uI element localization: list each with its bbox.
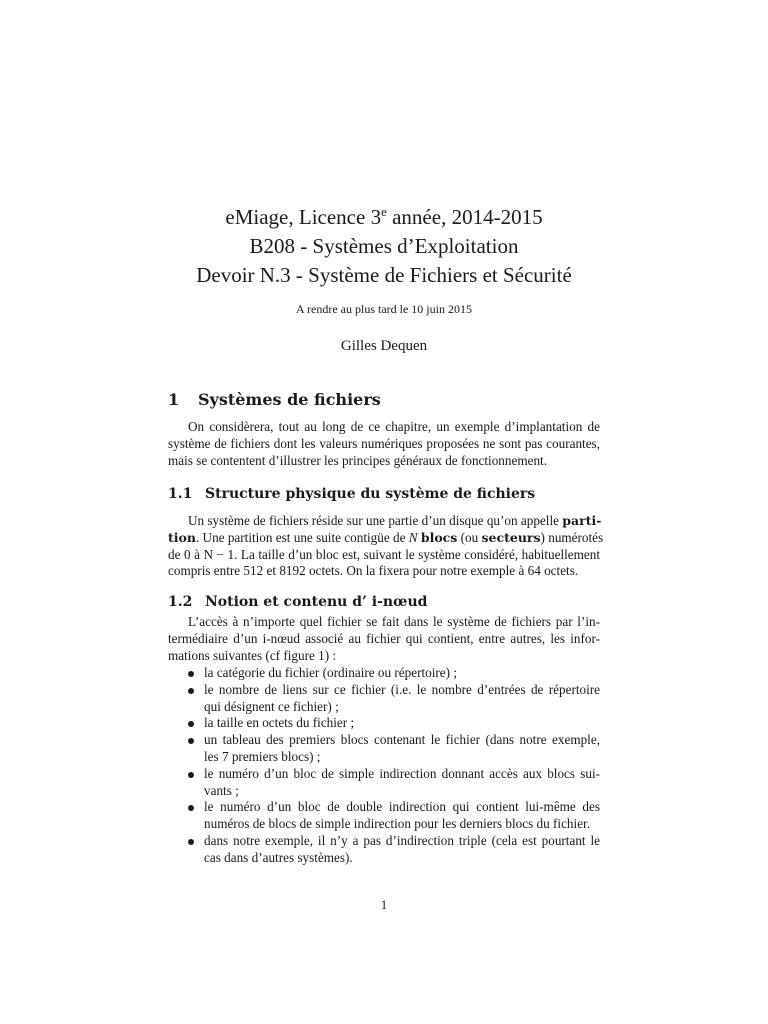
subsection-heading bbox=[168, 594, 427, 610]
text-line: cas dans d’autres systèmes). bbox=[204, 849, 353, 865]
bullet-icon bbox=[188, 839, 194, 845]
subsection-title: Structure physique du système de fichiers bbox=[205, 486, 536, 502]
list-item bbox=[185, 766, 600, 800]
bullet-icon bbox=[188, 772, 194, 778]
text-line: L’accès à n’importe quel fichier se fait dans le système de fichiers par l’in- bbox=[188, 614, 600, 629]
bold-term: tion bbox=[168, 529, 196, 545]
text-line: numéros de blocs de simple indirection pour les derniers blocs du fichier. bbox=[204, 816, 591, 832]
subsection-heading bbox=[168, 486, 535, 502]
text-line: de 0 à N − 1. La taille d’un bloc est, suivant le système considéré, habituellement bbox=[168, 546, 600, 562]
bullet-icon bbox=[188, 805, 194, 811]
bullet-icon bbox=[188, 721, 194, 727]
text-line bbox=[168, 513, 600, 530]
subsection-number: 1.2 bbox=[168, 594, 193, 610]
subsection-intro bbox=[168, 614, 600, 664]
text-line: vants ; bbox=[204, 782, 239, 798]
text-line: compris entre 512 et 8192 octets. On la fixera pour notre exemple à 64 octets. bbox=[168, 563, 579, 579]
text-line: termédiaire d’un i-nœud associé au fichier qui contient, entre autres, les infor- bbox=[168, 630, 600, 646]
bold-term: blocs bbox=[420, 529, 458, 545]
text-line: la taille en octets du fichier ; bbox=[204, 715, 355, 731]
page-number: 1 bbox=[380, 897, 388, 912]
course-title-text: eMiage, Licence 3 bbox=[225, 205, 382, 229]
text-line: système de fichiers dont les valeurs numériques proposées ne sont pas courantes, bbox=[168, 435, 600, 451]
section-intro bbox=[168, 419, 600, 469]
bullet-icon bbox=[188, 688, 194, 694]
module-title: B208 - Systèmes d’Exploitation bbox=[249, 234, 519, 258]
text-line: mais se contentent d’illustrer les principes généraux de fonctionnement. bbox=[168, 452, 548, 468]
list-item bbox=[185, 715, 600, 732]
section-title: Systèmes de fichiers bbox=[198, 390, 381, 409]
text-line: qui désignent ce fichier) ; bbox=[204, 698, 339, 714]
bullet-list bbox=[185, 665, 600, 867]
text-line: le nombre de liens sur ce fichier (i.e. le nombre d’entrées de répertoire bbox=[204, 681, 600, 697]
bullet-icon bbox=[188, 671, 194, 677]
assignment-title: Devoir N.3 - Système de Fichiers et Sécurité bbox=[196, 263, 572, 287]
text-line bbox=[168, 529, 604, 547]
list-item bbox=[185, 833, 600, 867]
list-item bbox=[185, 682, 600, 716]
author: Gilles Dequen bbox=[340, 338, 428, 354]
list-item bbox=[185, 732, 600, 766]
text-line: mations suivantes (cf figure 1) : bbox=[168, 647, 337, 663]
section-heading bbox=[168, 390, 381, 409]
text-run: Un système de fichiers réside sur une partie d’un disque qu’on appelle bbox=[188, 513, 563, 528]
ordinal-superscript: e bbox=[381, 204, 387, 219]
math-variable: N bbox=[408, 529, 418, 545]
text-line: dans notre exemple, il n’y a pas d’indirection triple (cela est pourtant le bbox=[204, 832, 600, 848]
subsection-number: 1.1 bbox=[168, 486, 193, 502]
deadline: A rendre au plus tard le 10 juin 2015 bbox=[296, 302, 472, 316]
bold-term: secteurs bbox=[481, 529, 541, 545]
text-run: ) numérotés bbox=[540, 529, 604, 545]
bold-term: parti- bbox=[562, 513, 602, 528]
text-line: le numéro d’un bloc de simple indirection donnant accès aux blocs sui- bbox=[204, 765, 600, 781]
section-number: 1 bbox=[168, 390, 180, 409]
subsection-title: Notion et contenu d’ i-nœud bbox=[205, 594, 428, 610]
text-line: On considèrera, tout au long de ce chapitre, un exemple d’implantation de bbox=[188, 419, 600, 434]
text-run: (ou bbox=[457, 529, 482, 545]
list-item bbox=[185, 665, 600, 682]
text-run: . Une partition est une suite contigüe de bbox=[195, 529, 409, 545]
subsection-paragraph bbox=[168, 513, 604, 580]
text-line: la catégorie du fichier (ordinaire ou répertoire) ; bbox=[204, 665, 457, 680]
text-line: les 7 premiers blocs) ; bbox=[204, 748, 321, 764]
text-line: un tableau des premiers blocs contenant le fichier (dans notre exemple, bbox=[204, 732, 600, 748]
text-line: le numéro d’un bloc de double indirection qui contient lui-même des bbox=[204, 799, 600, 815]
course-title bbox=[0, 203, 768, 232]
title-block bbox=[0, 203, 768, 290]
list-item bbox=[185, 799, 600, 833]
bullet-icon bbox=[188, 738, 194, 744]
course-year: année, 2014-2015 bbox=[386, 205, 543, 229]
